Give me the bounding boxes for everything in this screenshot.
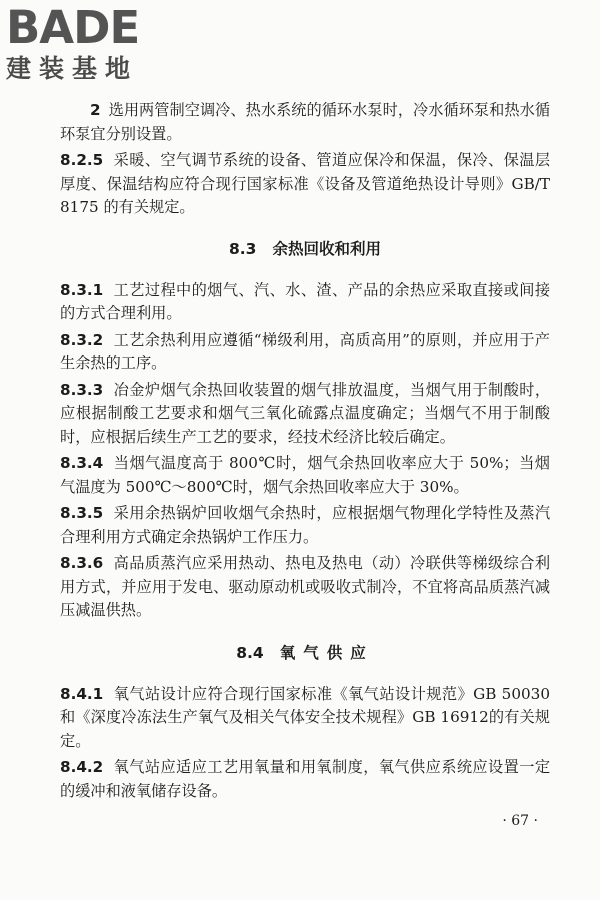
clause-text: 氧气站设计应符合现行国家标准《氧气站设计规范》GB 50030和《深度冷冻法生产氧气及相关气体安全技术规程》GB 16912的有关规定。 xyxy=(60,684,550,750)
clause-8-3-5 xyxy=(60,502,550,549)
section-heading-8-3 xyxy=(60,237,550,259)
clause-8-2-5 xyxy=(60,149,550,220)
clause-text: 采暖、空气调节系统的设备、管道应保冷和保温，保冷、保温层厚度、保温结构应符合现行国家标准《设备及管道绝热设计导则》GB/T 8175 的有关规定。 xyxy=(60,151,550,216)
clause-text: 氧气站应适应工艺用氧量和用氧制度，氧气供应系统应设置一定的缓冲和液氧储存设备。 xyxy=(60,758,550,800)
section-title: 余热回收和利用 xyxy=(272,239,381,258)
bade-logo xyxy=(6,2,176,84)
section-number: 8.3 xyxy=(229,239,257,258)
document-body xyxy=(60,99,550,803)
logo-wordmark: BADE xyxy=(6,1,140,54)
section-heading-8-4 xyxy=(60,641,550,663)
clause-8-3-2 xyxy=(60,329,550,376)
clause-text: 当烟气温度高于 800℃时，烟气余热回收率应大于 50%；当烟气温度为 500℃～800℃时，烟气余热回收率应大于 30%。 xyxy=(60,454,550,496)
clause-8-4-1 xyxy=(60,683,550,754)
logo-subtitle: 建装基地 xyxy=(6,54,139,83)
clause-number: 8.3.5 xyxy=(60,504,104,522)
clause-number: 8.2.5 xyxy=(60,151,104,169)
clause-8-4-2 xyxy=(60,756,550,803)
clause-text: 高品质蒸汽应采用热动、热电及热电（动）冷联供等梯级综合利用方式，并应用于发电、驱动原动机或吸收式制冷，不宜将高品质蒸汽减压减温供热。 xyxy=(60,554,550,619)
clause-item-2 xyxy=(60,99,550,146)
clause-text: 采用余热锅炉回收烟气余热时，应根据烟气物理化学特性及蒸汽合理利用方式确定余热锅炉工作压力。 xyxy=(60,504,550,546)
page-number: · 67 · xyxy=(502,813,538,829)
clause-number: 8.4.2 xyxy=(60,758,104,776)
clause-number: 8.3.1 xyxy=(60,280,104,299)
clause-8-3-4 xyxy=(60,452,550,499)
clause-number: 8.3.6 xyxy=(60,554,104,572)
clause-text: 选用两管制空调冷、热水系统的循环水泵时，冷水循环泵和热水循环泵宜分别设置。 xyxy=(60,101,550,143)
clause-text: 工艺余热利用应遵循“梯级利用，高质高用”的原则，并应用于产生余热的工序。 xyxy=(60,330,550,372)
clause-8-3-1 xyxy=(60,279,550,326)
section-number: 8.4 xyxy=(236,643,264,662)
clause-number: 8.4.1 xyxy=(60,684,104,703)
clause-8-3-6 xyxy=(60,552,550,623)
clause-number: 8.3.4 xyxy=(60,454,104,472)
clause-text: 工艺过程中的烟气、汽、水、渣、产品的余热应采取直接或间接的方式合理利用。 xyxy=(60,280,550,322)
clause-number: 2 xyxy=(90,101,101,119)
clause-number: 8.3.2 xyxy=(60,330,104,349)
section-title: 氧气供应 xyxy=(279,643,374,662)
clause-text: 冶金炉烟气余热回收装置的烟气排放温度，当烟气用于制酸时，应根据制酸工艺要求和烟气三氧化硫露点温度确定；当烟气不用于制酸时，应根据后续生产工艺的要求，经技术经济比较后确定。 xyxy=(60,380,550,446)
clause-number: 8.3.3 xyxy=(60,380,104,399)
clause-8-3-3 xyxy=(60,379,550,450)
